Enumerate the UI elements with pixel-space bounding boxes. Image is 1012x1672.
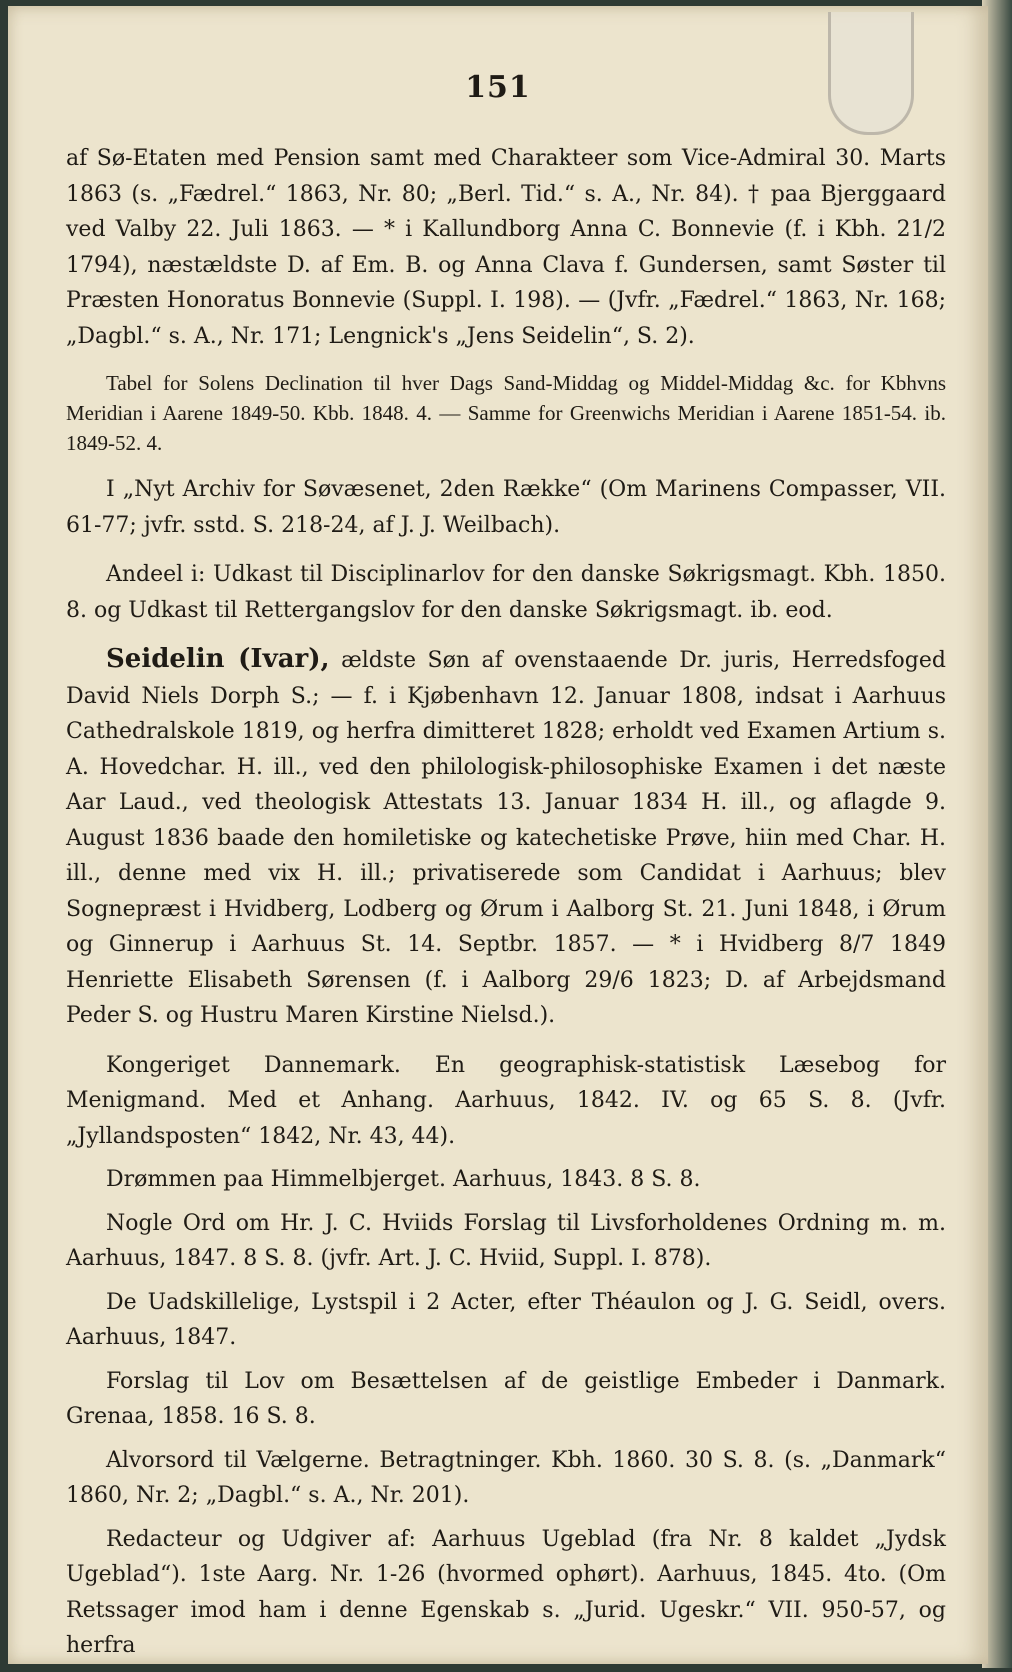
work-redacteur: Redacteur og Udgiver af: Aarhuus Ugeblad (fra Nr. 8 kaldet „Jydsk Ugeblad“). 1ste Aarg. Nr. 1-26 (hvormed ophørt). Aarhuus, 1845. 4to. (Om Retssager imod ham i denne Egenskab s. „Jurid. Ugeskr.“ VII. 950-57, og herfra xyxy=(66,1526,946,1658)
work-kongeriget: Kongeriget Dannemark. En geographisk-statistisk Læsebog for Menigmand. Med et Anhang. Aarhuus, 1842. IV. og 65 S. 8. (Jvfr. „Jyllandsposten“ 1842, Nr. 43, 44). xyxy=(66,1052,946,1149)
work-droemmen: Drømmen paa Himmelbjerget. Aarhuus, 1843. 8 S. 8. xyxy=(106,1167,701,1192)
work-alvorsord: Alvorsord til Vælgerne. Betragtninger. Kbh. 1860. 30 S. 8. (s. „Danmark“ 1860, Nr. 2; „Dagbl.“ s. A., Nr. 201). xyxy=(66,1447,946,1508)
work-nogle-ord: Nogle Ord om Hr. J. C. Hviids Forslag til Livsforholdenes Ordning m. m. Aarhuus, 1847. 8 S. 8. (jvfr. Art. J. C. Hviid, Suppl. I. 878). xyxy=(66,1210,946,1271)
page-body xyxy=(66,141,946,1672)
document-page xyxy=(8,6,988,1664)
entry-heading: Seidelin (Ivar), xyxy=(106,644,330,674)
entry-body: ældste Søn af ovenstaaende Dr. juris, Herredsfoged David Niels Dorph S.; — f. i Kjøbenhavn 12. Januar 1808, indsat i Aarhuus Cathedralskole 1819, og herfra dimitteret 1828; erholdt ved Examen Artium s. A. Hovedchar. H. ill., ved den philologisk-philosophiske Examen i det næste Aar Laud., ved theologisk Attestats 13. Januar 1834 H. ill., og aflagde 9. August 1836 baade den homiletiske og katechetiske Prøve, hiin med Char. H. ill., denne med vix H. ill.; privatiserede som Candidat i Aarhuus; blev Sognepræst i Hvidberg, Lodberg og Ørum i Aalborg St. 21. Juni 1848, i Ørum og Ginnerup i Aarhuus St. 14. Septbr. 1857. — * i Hvidberg 8/7 1849 Henriette Elisabeth Sørensen (f. i Aalborg 29/6 1823; D. af Arbejdsmand Peder S. og Hustru Maren Kirstine Nielsd.). xyxy=(66,648,946,1028)
entry-seidelin-ivar xyxy=(66,642,946,1034)
paragraph-nyt-archiv: I „Nyt Archiv for Søvæsenet, 2den Række“ (Om Marinens Compasser, VII. 61-77; jvfr. sstd. S. 218-24, af J. J. Weilbach). xyxy=(66,477,946,538)
paragraph-pension: af Sø-Etaten med Pension samt med Charakteer som Vice-Admiral 30. Marts 1863 (s. „Fædrel.“ 1863, Nr. 80; „Berl. Tid.“ s. A., Nr. 84). † paa Bjerggaard ved Valby 22. Juli 1863. — * i Kallundborg Anna C. Bonnevie (f. i Kbh. 21/2 1794), næstældste D. af Em. B. og Anna Clava f. Gundersen, samt Søster til Præsten Honoratus Bonnevie (Suppl. I. 198). — (Jvfr. „Fædrel.“ 1863, Nr. 168; „Dagbl.“ s. A., Nr. 171; Lengnick's „Jens Seidelin“, S. 2). xyxy=(66,146,946,349)
work-forslag: Forslag til Lov om Besættelsen af de geistlige Embeder i Danmark. Grenaa, 1858. 16 S. 8. xyxy=(66,1368,946,1429)
page-number: 151 xyxy=(465,70,531,105)
paragraph-tabel: Tabel for Solens Declination til hver Dags Sand-Middag og Middel-Middag &c. for Kbhvns Meridian i Aarene 1849-50. Kbb. 1848. 4. — Samme for Greenwichs Meridian i Aarene 1851-54. ib. 1849-52. 4. xyxy=(66,371,946,455)
work-uadskillelige: De Uadskillelige, Lystspil i 2 Acter, efter Théaulon og J. G. Seidl, overs. Aarhuus, 1847. xyxy=(66,1289,946,1350)
paragraph-andeel: Andeel i: Udkast til Disciplinarlov for den danske Søkrigsmagt. Kbh. 1850. 8. og Udkast til Rettergangslov for den danske Søkrigsmagt. ib. eod. xyxy=(66,562,946,623)
